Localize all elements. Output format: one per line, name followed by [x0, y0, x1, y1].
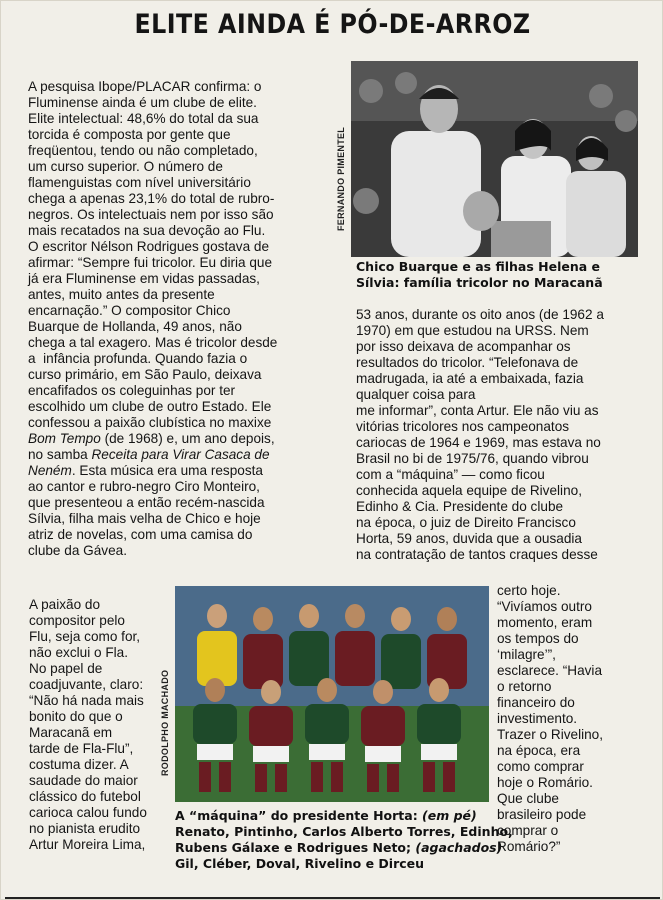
body-line: comprar o — [497, 823, 559, 838]
body-line: por isso deixava de acompanhar os — [356, 339, 571, 354]
article-column-4 — [497, 583, 603, 855]
photo-caption — [356, 259, 603, 291]
body-line: Horta, 59 anos, duvida que a ousadia — [356, 531, 582, 546]
body-line: os tempos do — [497, 631, 579, 646]
body-line: Buarque de Hollanda, 49 anos, não — [28, 319, 242, 334]
body-line: Fluminense ainda é um clube de elite. — [28, 95, 257, 110]
body-line: me informar”, conta Artur. Ele não viu as — [356, 403, 599, 418]
body-line: compositor pelo — [29, 613, 125, 628]
body-line: clube da Gávea. — [28, 543, 127, 558]
caption-text: Rubens Gálaxe e Rodrigues Neto; — [175, 840, 416, 855]
body-line: ao cantor e rubro-negro Ciro Monteiro, — [28, 479, 260, 494]
caption-text: A “máquina” do presidente Horta: — [175, 808, 423, 823]
article-column-1 — [28, 79, 277, 559]
crowd-photo-illustration — [351, 61, 638, 257]
body-line: Sílvia, filha mais velha de Chico e hoje — [28, 511, 261, 526]
body-line: um curso superior. O número de — [28, 159, 223, 174]
body-line: financeiro do — [497, 695, 575, 710]
photo-chico-buarque — [351, 61, 638, 257]
body-line: na época, era — [497, 743, 581, 758]
headline: ELITE AINDA É PÓ-DE-ARROZ — [134, 9, 531, 40]
body-line: afirmar: “Sempre fui tricolor. Eu diria que — [28, 255, 273, 270]
body-line: investimento. — [497, 711, 578, 726]
body-line: . Esta música era uma resposta — [71, 463, 263, 478]
caption-italic: (agachados) — [415, 840, 503, 855]
body-line: bonito do que o — [29, 709, 123, 724]
body-line: que presenteou a então recém-nascida — [28, 495, 265, 510]
body-line: Romário?” — [497, 839, 561, 854]
body-line: tarde de Fla-Flu”, — [29, 741, 134, 756]
body-line: na época, o juiz de Direito Francisco — [356, 515, 576, 530]
body-line: como comprar — [497, 759, 584, 774]
body-line: encafifados os coleguinhas por ter — [28, 383, 236, 398]
body-line: Edinho & Cia. Presidente do clube — [356, 499, 564, 514]
body-line: Elite intelectual: 48,6% do total da sua — [28, 111, 259, 126]
team-photo-illustration — [175, 586, 489, 802]
body-line: carioca calou fundo — [29, 805, 147, 820]
body-line: no pianista erudito — [29, 821, 141, 836]
body-line: o retorno — [497, 679, 552, 694]
body-line: atriz de novelas, com uma camisa do — [28, 527, 253, 542]
caption-line: Renato, Pintinho, Carlos Alberto Torres, Edinho, — [175, 824, 513, 839]
photo-credit: RODOLPHO MACHADO — [160, 669, 170, 776]
body-line: não exclui o Fla. — [29, 645, 128, 660]
body-line: chega a tal exagero. Mas é tricolor desde — [28, 335, 278, 350]
song-title: Receita para Virar Casaca de — [91, 447, 270, 462]
article-column-2 — [356, 307, 604, 563]
body-line: costuma dizer. A — [29, 757, 129, 772]
body-line: vitórias tricolores nos campeonatos — [356, 419, 570, 434]
caption-line: Sílvia: família tricolor no Maracanã — [356, 275, 603, 290]
caption-italic: (em pé) — [422, 808, 477, 823]
body-line: 1970) em que estudou na URSS. Nem — [356, 323, 589, 338]
song-title: Neném — [28, 463, 72, 478]
body-line: na contratação de tantos craques desse — [356, 547, 598, 562]
photo-credit: FERNANDO PIMENTEL — [336, 126, 346, 231]
body-line: Que clube — [497, 791, 559, 806]
body-line: flamenguistas com nível universitário — [28, 175, 251, 190]
body-line: escolhido um clube de outro Estado. Ele — [28, 399, 272, 414]
body-line: O escritor Nélson Rodrigues gostava de — [28, 239, 270, 254]
body-line: confessou a paixão clubística no maxixe — [28, 415, 272, 430]
body-line: A pesquisa Ibope/PLACAR confirma: o — [28, 79, 262, 94]
body-line: resultados do tricolor. “Telefonava de — [356, 355, 579, 370]
body-line: esclarece. “Havia — [497, 663, 603, 678]
body-line: chega a apenas 23,1% do total de rubro- — [28, 191, 275, 206]
body-line: hoje o Romário. — [497, 775, 593, 790]
body-line: torcida é composta por gente que — [28, 127, 231, 142]
body-line: no samba — [28, 447, 92, 462]
body-line: qualquer coisa para — [356, 387, 476, 402]
team-photo-caption — [175, 808, 513, 872]
body-line: ‘milagre’”, — [497, 647, 556, 662]
caption-line: Chico Buarque e as filhas Helena e — [356, 259, 601, 274]
body-line: madrugada, ia até a embaixada, fazia — [356, 371, 584, 386]
body-line: já era Fluminense em vidas passadas, — [28, 271, 260, 286]
body-line: certo hoje. — [497, 583, 561, 598]
body-line: negros. Os intelectuais nem por isso são — [28, 207, 274, 222]
body-line: encarnação.” O compositor Chico — [28, 303, 231, 318]
caption-line: Gil, Cléber, Doval, Rivelino e Dirceu — [175, 856, 425, 871]
bottom-rule — [5, 897, 660, 899]
body-line: mais recatados na sua devoção ao Flu. — [28, 223, 266, 238]
body-line: “Não há nada mais — [29, 693, 144, 708]
body-line: a infância profunda. Quando fazia o — [28, 351, 248, 366]
body-line: curso primário, em São Paulo, deixava — [28, 367, 262, 382]
body-line: com a “máquina” — como ficou — [356, 467, 545, 482]
body-line: Flu, seja como for, — [29, 629, 141, 644]
body-line: freqüentou, tendo ou não completado, — [28, 143, 258, 158]
body-line: conhecida aquela equipe de Rivelino, — [356, 483, 582, 498]
body-line: coadjuvante, claro: — [29, 677, 144, 692]
body-line: No papel de — [29, 661, 103, 676]
body-line: 53 anos, durante os oito anos (de 1962 a — [356, 307, 604, 322]
body-line: clássico do futebol — [29, 789, 141, 804]
photo-team-maquina — [175, 586, 489, 802]
song-title: Bom Tempo — [28, 431, 101, 446]
body-line: Brasil no bi de 1975/76, quando vibrou — [356, 451, 589, 466]
body-line: (de 1968) e, um ano depois, — [100, 431, 275, 446]
body-line: Trazer o Rivelino, — [497, 727, 604, 742]
body-line: Maracanã em — [29, 725, 113, 740]
body-line: “Vivíamos outro — [497, 599, 592, 614]
body-line: antes, muito antes da presente — [28, 287, 215, 302]
body-line: brasileiro pode — [497, 807, 587, 822]
body-line: Artur Moreira Lima, — [29, 837, 146, 852]
body-line: A paixão do — [29, 597, 101, 612]
body-line: cariocas de 1964 e 1969, mas estava no — [356, 435, 601, 450]
body-line: saudade do maior — [29, 773, 138, 788]
body-line: momento, eram — [497, 615, 593, 630]
article-column-3 — [29, 597, 147, 853]
